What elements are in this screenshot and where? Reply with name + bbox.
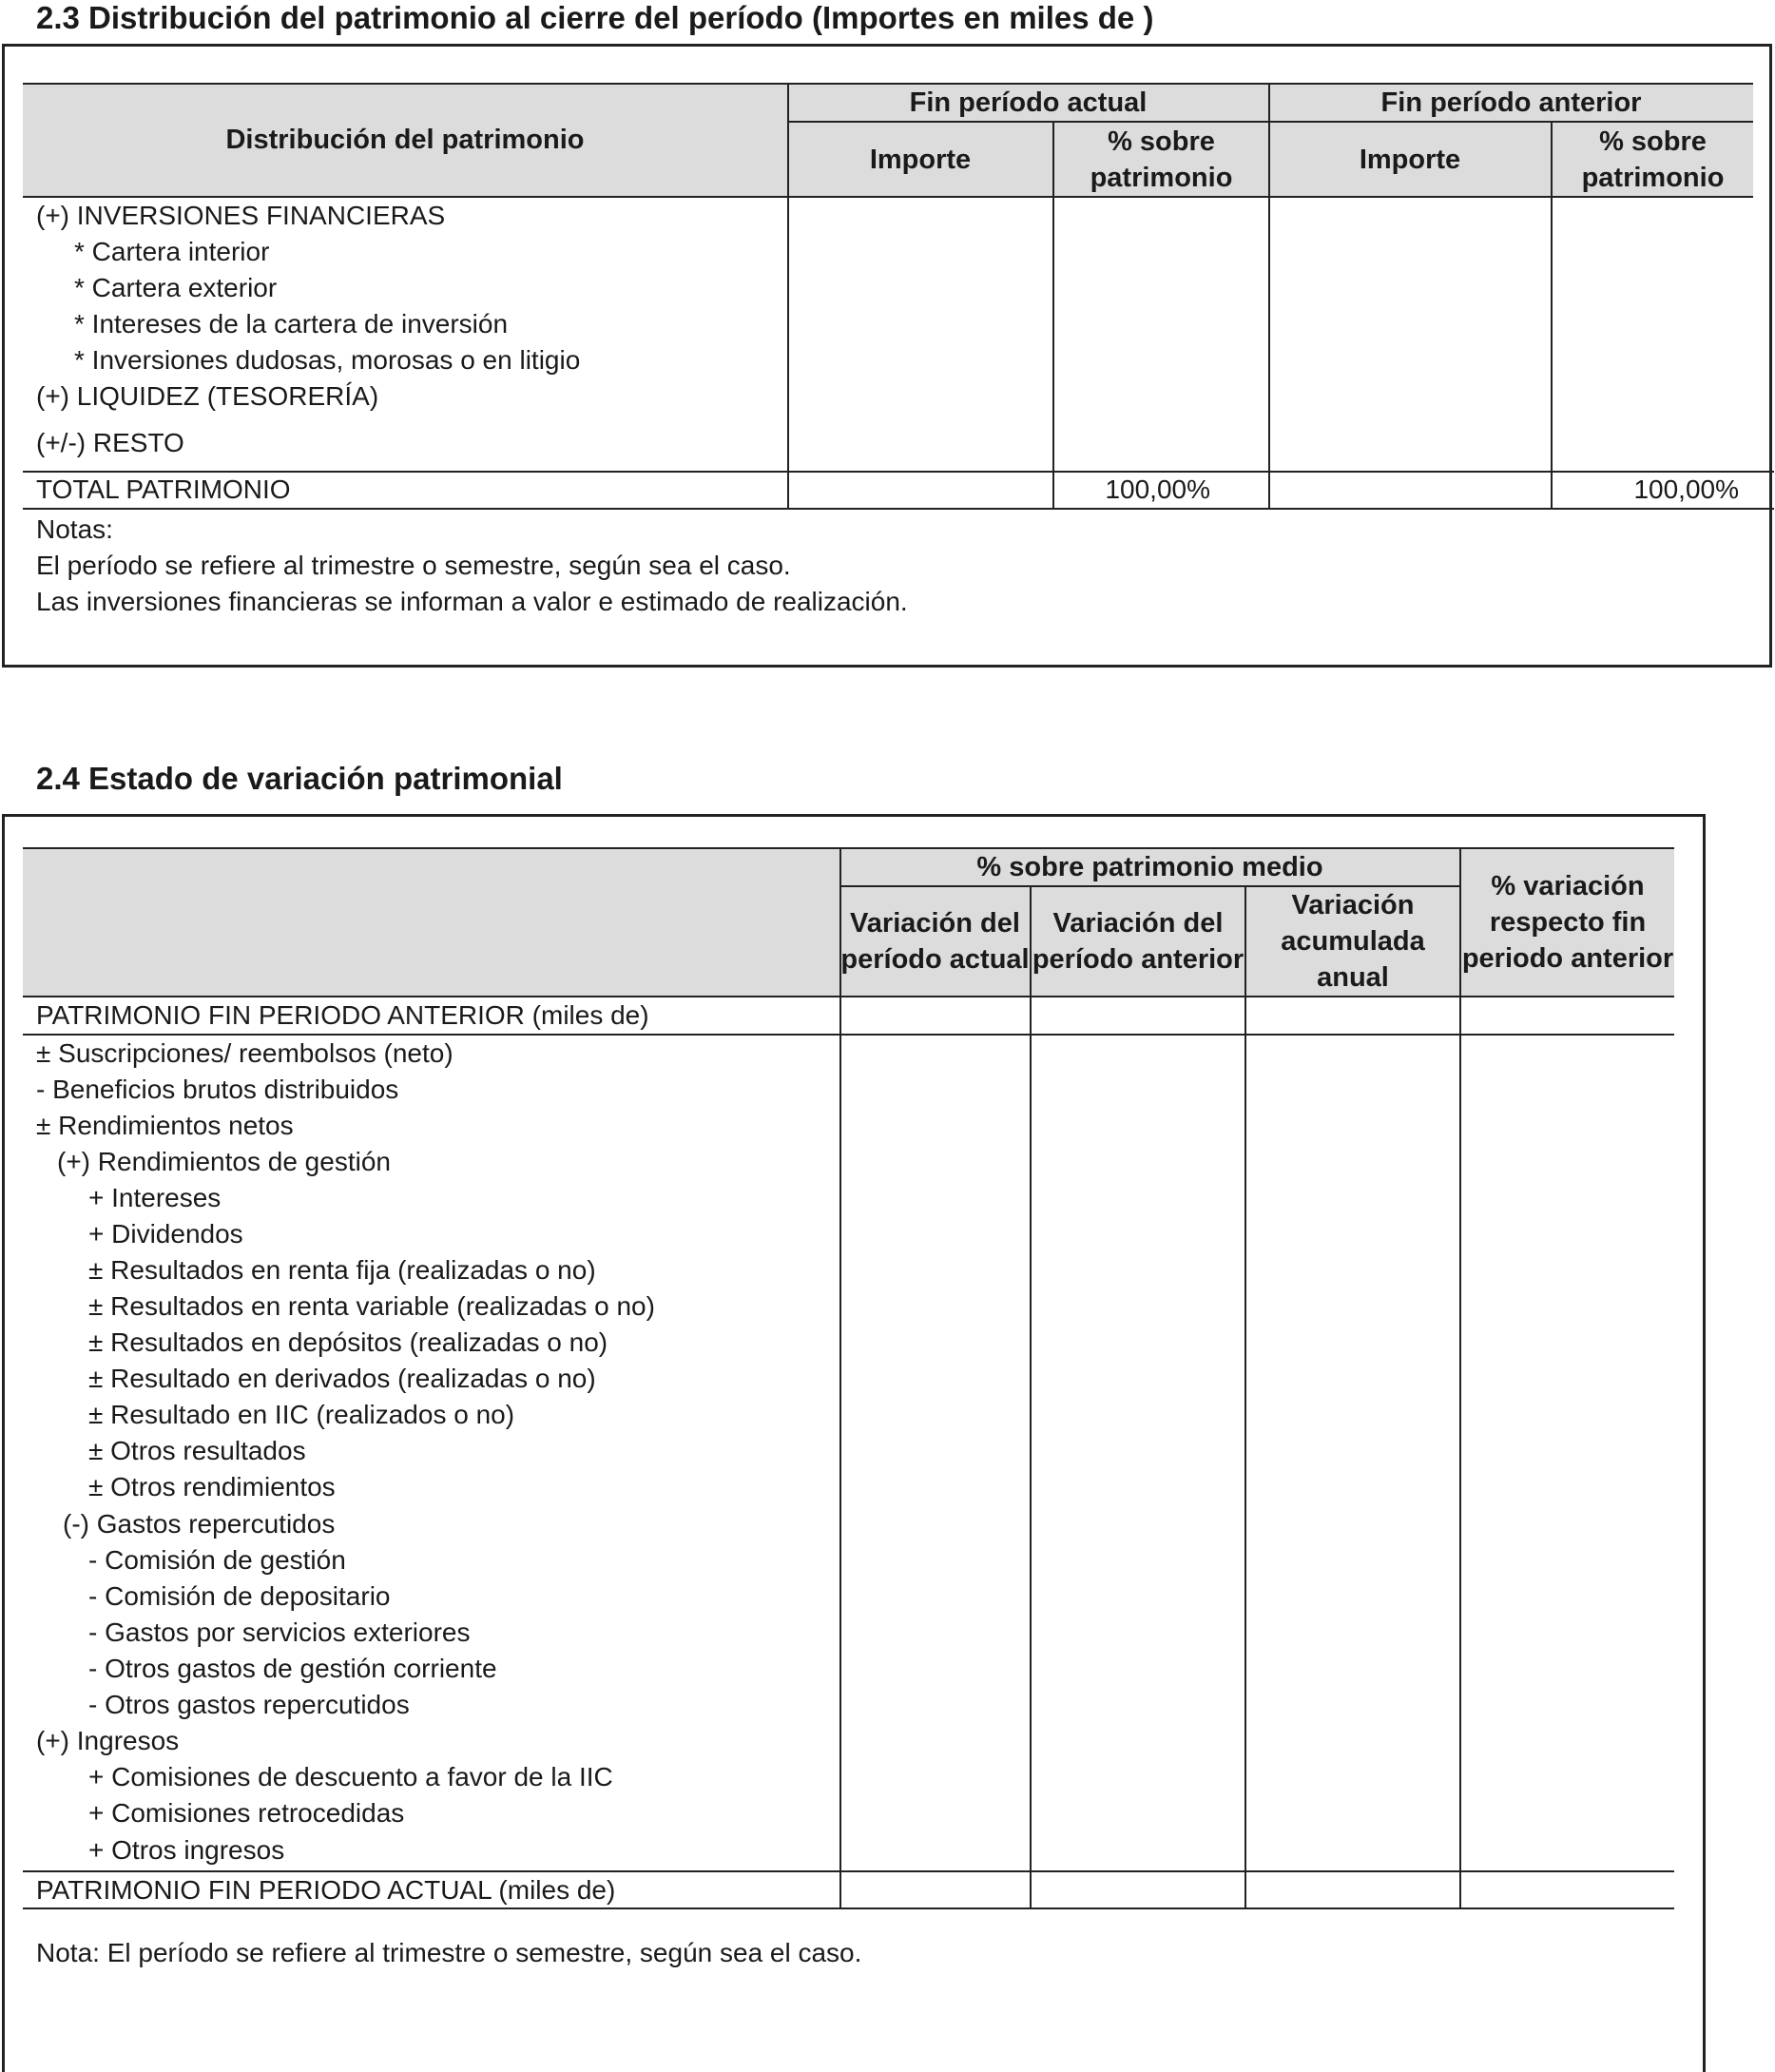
group-header-previous: Fin período anterior xyxy=(1380,87,1642,118)
row-renta-variable: ± Resultados en renta variable (realizadas o no) xyxy=(88,1291,655,1321)
col-header-pct-previous: % sobre patrimonio xyxy=(1581,126,1725,193)
row-intereses: + Intereses xyxy=(88,1183,222,1212)
row-comision-depositario: - Comisión de depositario xyxy=(88,1581,391,1611)
col-header-variacion-actual: Variación del período actual xyxy=(840,907,1030,975)
col-header-distribucion: Distribución del patrimonio xyxy=(225,125,585,155)
row-dividendos: + Dividendos xyxy=(88,1219,243,1249)
row-patrimonio-fin-actual: PATRIMONIO FIN PERIODO ACTUAL (miles de) xyxy=(36,1875,616,1905)
row-gastos-servicios: - Gastos por servicios exteriores xyxy=(88,1617,471,1647)
section-2-4-title: 2.4 Estado de variación patrimonial xyxy=(36,761,563,796)
row-cartera-interior: * Cartera interior xyxy=(74,237,270,266)
col-header-importe-previous: Importe xyxy=(1359,144,1461,175)
row-total-patrimonio: TOTAL PATRIMONIO xyxy=(36,474,291,504)
note-inversiones: Las inversiones financieras se informan a valor e estimado de realización. xyxy=(36,587,908,616)
row-otros-gastos-repercutidos: - Otros gastos repercutidos xyxy=(88,1690,410,1719)
total-pct-current: 100,00% xyxy=(1105,474,1210,504)
note-2-4: Nota: El período se refiere al trimestre o semestre, según sea el caso. xyxy=(36,1938,862,1967)
row-beneficios: - Beneficios brutos distribuidos xyxy=(36,1075,399,1104)
row-patrimonio-fin-anterior: PATRIMONIO FIN PERIODO ANTERIOR (miles de) xyxy=(36,1000,649,1030)
total-pct-previous: 100,00% xyxy=(1633,474,1739,504)
row-otros-rendimientos: ± Otros rendimientos xyxy=(88,1472,336,1501)
row-ingresos: (+) Ingresos xyxy=(36,1726,180,1755)
row-suscripciones: ± Suscripciones/ reembolsos (neto) xyxy=(36,1038,453,1068)
row-otros-gastos-gestion: - Otros gastos de gestión corriente xyxy=(88,1654,497,1683)
col-header-pct-current: % sobre patrimonio xyxy=(1090,126,1233,193)
row-comisiones-retrocedidas: + Comisiones retrocedidas xyxy=(88,1798,405,1828)
row-intereses-cartera: * Intereses de la cartera de inversión xyxy=(74,309,509,339)
row-comision-gestion: - Comisión de gestión xyxy=(88,1545,346,1575)
col-header-pct-variacion: % variación respecto fin periodo anterior xyxy=(1461,870,1674,974)
row-inversiones-financieras: (+) INVERSIONES FINANCIERAS xyxy=(36,201,446,230)
row-iic: ± Resultado en IIC (realizados o no) xyxy=(88,1400,515,1429)
row-inversiones-dudosas: * Inversiones dudosas, morosas o en litigio xyxy=(74,345,581,375)
notes-label: Notas: xyxy=(36,514,113,544)
row-otros-ingresos: + Otros ingresos xyxy=(88,1835,285,1865)
row-comisiones-descuento: + Comisiones de descuento a favor de la IIC xyxy=(88,1762,613,1791)
note-periodo: El período se refiere al trimestre o semestre, según sea el caso. xyxy=(36,551,791,580)
group-header-current: Fin período actual xyxy=(909,87,1148,118)
row-cartera-exterior: * Cartera exterior xyxy=(74,273,278,302)
row-resto: (+/-) RESTO xyxy=(36,428,184,457)
row-otros-resultados: ± Otros resultados xyxy=(88,1436,306,1465)
row-derivados: ± Resultado en derivados (realizadas o no) xyxy=(88,1364,596,1393)
row-liquidez: (+) LIQUIDEZ (TESORERÍA) xyxy=(36,381,379,411)
section-2-3-title: 2.3 Distribución del patrimonio al cierre del período (Importes en miles de ) xyxy=(36,0,1154,35)
group-header-pct-patrimonio: % sobre patrimonio medio xyxy=(976,852,1323,882)
row-rendimientos-gestion: (+) Rendimientos de gestión xyxy=(57,1147,391,1176)
col-header-variacion-acumulada: Variación acumulada anual xyxy=(1281,889,1425,993)
col-header-importe-current: Importe xyxy=(869,144,972,175)
row-rendimientos-netos: ± Rendimientos netos xyxy=(36,1111,294,1140)
row-gastos-repercutidos: (-) Gastos repercutidos xyxy=(63,1509,336,1539)
col-header-variacion-anterior: Variación del período anterior xyxy=(1032,907,1244,975)
row-renta-fija: ± Resultados en renta fija (realizadas o no) xyxy=(88,1255,596,1285)
row-depositos: ± Resultados en depósitos (realizadas o no) xyxy=(88,1327,608,1357)
